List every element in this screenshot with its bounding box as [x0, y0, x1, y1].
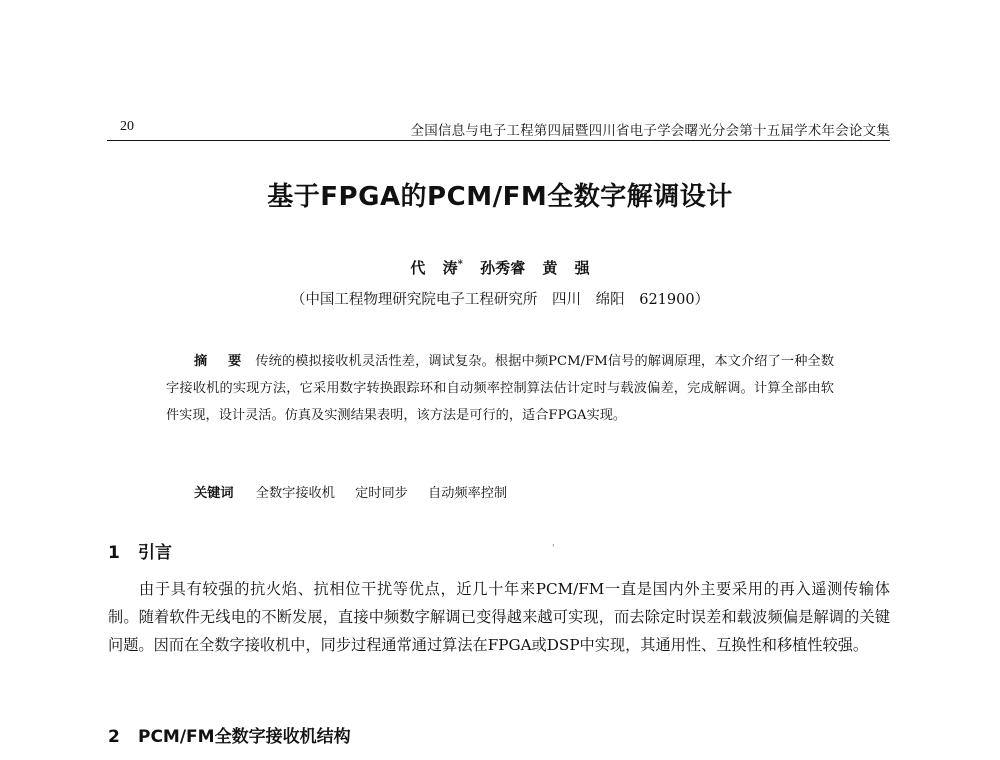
author-name: 代 涛: [410, 259, 458, 277]
stray-mark: ': [552, 544, 555, 554]
keywords: [194, 482, 523, 501]
journal-title: 全国信息与电子工程第四届暨四川省电子学会曙光分会第十五届学术年会论文集: [410, 123, 890, 139]
section-number: 1: [108, 543, 120, 563]
affiliation: （中国工程物理研究院电子工程研究所 四川 绵阳 621900）: [290, 292, 710, 308]
section-heading-introduction: [108, 538, 172, 563]
abstract: [166, 348, 834, 429]
author-name: 孙秀睿: [480, 259, 526, 277]
section-number: 2: [108, 727, 120, 747]
header-rule: [107, 140, 890, 141]
author-name: 黄 强: [542, 259, 590, 277]
section-title: 引言: [138, 543, 172, 563]
section-title: PCM/FM全数字接收机结构: [138, 727, 351, 747]
section-heading-receiver-structure: [108, 722, 351, 747]
keyword: 自动频率控制: [428, 486, 508, 501]
corresponding-author-mark: *: [457, 259, 463, 270]
keyword: 全数字接收机: [255, 486, 335, 501]
introduction-paragraph: 由于具有较强的抗火焰、抗相位干扰等优点，近几十年来PCM/FM一直是国内外主要采用的再入遥测传输体制。随着软件无线电的不断发展，直接中频数字解调已变得越来越可实现，而去除定时误差和载波频偏是解调的关键问题。因而在全数字接收机中，同步过程通常通过算法在FPGA或DSP中实现，其通用性、互换性和移植性较强。: [108, 580, 890, 654]
author-list: [0, 257, 1000, 278]
abstract-text: 传统的模拟接收机灵活性差，调试复杂。根据中频PCM/FM信号的解调原理，本文介绍了一种全数字接收机的实现方法，它采用数字转换跟踪环和自动频率控制算法估计定时与载波偏差，完成解调。计算全部由软件实现，设计灵活。仿真及实测结果表明，该方法是可行的，适合FPGA实现。: [166, 354, 835, 423]
keyword: 定时同步: [355, 486, 408, 501]
keywords-label: 关键词: [194, 486, 234, 501]
abstract-label: 摘 要: [194, 354, 250, 369]
page-number: 20: [120, 119, 134, 134]
running-header: [107, 116, 890, 140]
paper-title: 基于FPGA的PCM/FM全数字解调设计: [267, 182, 733, 212]
